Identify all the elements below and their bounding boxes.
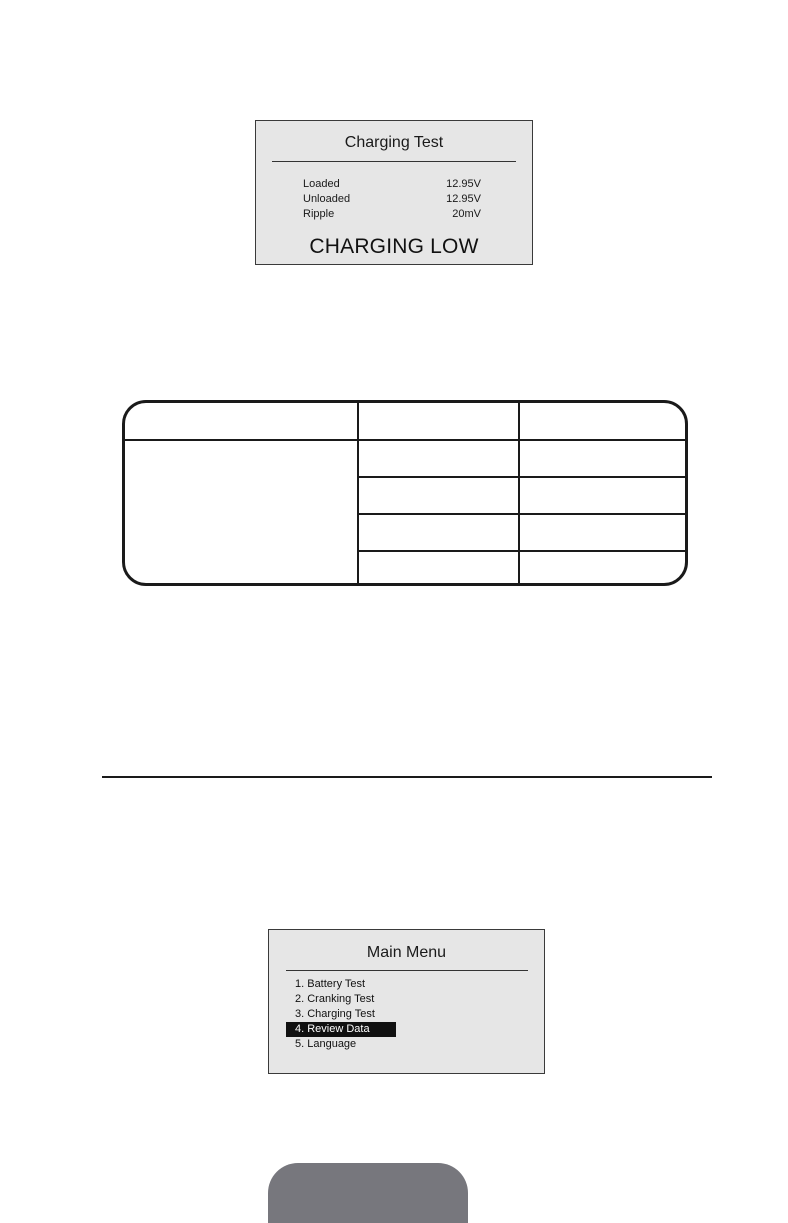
table-header-cell-1 <box>125 403 357 439</box>
ripple-row <box>303 208 481 220</box>
unloaded-row <box>303 193 481 205</box>
unloaded-value: 12.95V <box>446 193 481 205</box>
title-underline <box>272 161 516 162</box>
menu-item-review-data[interactable]: 4. Review Data <box>286 1022 396 1037</box>
screen-title: Main Menu <box>366 944 447 961</box>
screen-title: Charging Test <box>344 134 444 151</box>
table-header-cell-3 <box>520 403 688 439</box>
main-menu-screen <box>268 929 545 1074</box>
loaded-value: 12.95V <box>446 178 481 190</box>
row-divider-2 <box>357 513 688 515</box>
loaded-label: Loaded <box>303 178 340 190</box>
menu-item-charging-test[interactable]: 3. Charging Test <box>295 1008 375 1020</box>
section-divider <box>102 776 712 778</box>
menu-item-cranking-test[interactable]: 2. Cranking Test <box>295 993 375 1005</box>
title-underline <box>286 970 528 971</box>
ripple-value: 20mV <box>452 208 481 220</box>
loaded-row <box>303 178 481 190</box>
page-tab <box>268 1163 468 1223</box>
row-divider-1 <box>357 476 688 478</box>
charging-test-screen <box>255 120 533 265</box>
menu-item-language[interactable]: 5. Language <box>295 1038 357 1050</box>
header-divider <box>125 439 688 441</box>
unloaded-label: Unloaded <box>303 193 351 205</box>
result-table <box>122 400 688 586</box>
row-divider-3 <box>357 550 688 552</box>
charging-verdict: CHARGING LOW <box>309 235 479 258</box>
table-header-cell-2 <box>359 403 518 439</box>
ripple-label: Ripple <box>303 208 335 220</box>
menu-item-battery-test[interactable]: 1. Battery Test <box>295 978 366 990</box>
